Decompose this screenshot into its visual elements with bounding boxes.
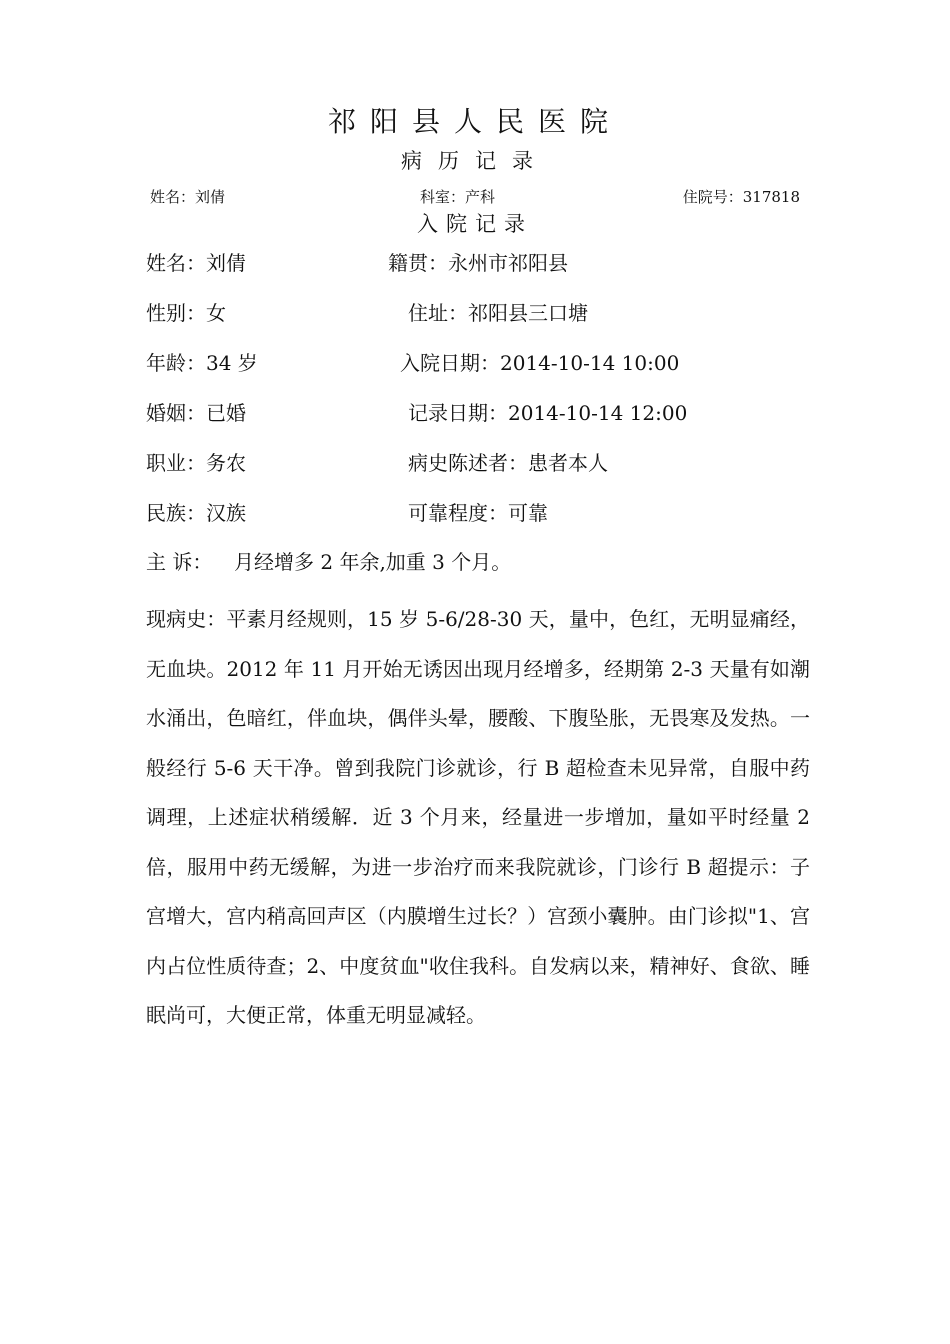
chief-complaint-label: 主 诉： [146,550,213,574]
header-admission-number: 住院号：317818 [682,188,800,206]
info-row [146,397,826,447]
info-marital-status: 婚姻：已婚 [146,401,246,425]
info-row [146,247,826,297]
info-name: 姓名：刘倩 [146,251,246,275]
info-row [146,347,826,397]
header-patient-name: 姓名：刘倩 [150,188,226,206]
info-record-date: 记录日期：2014-10-14 12:00 [408,401,688,425]
info-sex: 性别：女 [146,301,226,325]
info-row [146,447,826,497]
info-row [146,297,826,347]
info-reliability: 可靠程度：可靠 [408,501,548,525]
info-row [146,497,826,547]
info-ethnicity: 民族：汉族 [146,501,246,525]
info-admission-date: 入院日期：2014-10-14 10:00 [400,351,680,375]
info-address: 住址：祁阳县三口塘 [408,301,588,325]
info-native-place: 籍贯：永州市祁阳县 [388,251,568,275]
info-history-narrator: 病史陈述者：患者本人 [408,451,608,475]
record-header [150,186,800,208]
chief-complaint-text: 月经增多 2 年余,加重 3 个月。 [234,550,512,574]
record-title: 病历记录 [401,149,549,173]
chief-complaint [146,546,511,578]
section-title: 入院记录 [417,212,533,236]
hospital-name: 祁阳县人民医院 [327,105,622,138]
present-illness-history: 现病史：平素月经规则，15 岁 5-6/28-30 天，量中，色红，无明显痛经，无血块。2012 年 11 月开始无诱因出现月经增多，经期第 2-3 天量有如潮水涌出，色暗红，伴血块，偶伴头晕，腰酸、下腹坠胀，无畏寒及发热。一般经行 5-6 天干净。曾到我院门诊就诊，行 B 超检查未见异常，自服中药调理，上述症状稍缓解．近 3 个月来，经量进一步增加，量如平时经量 2 倍，服用中药无缓解，为进一步治疗而来我院就诊，门诊行 B 超提示：子宫增大，宫内稍高回声区（内膜增生过长？）宫颈小囊肿。由门诊拟"1、宫内占位性质待查；2、中度贫血"收住我科。自发病以来，精神好、食欲、睡眠尚可，大便正常，体重无明显减轻。 [146,607,810,1027]
header-department: 科室：产科 [420,188,496,206]
info-occupation: 职业：务农 [146,451,246,475]
patient-info-grid [146,247,826,547]
info-age: 年龄：34 岁 [146,351,258,375]
